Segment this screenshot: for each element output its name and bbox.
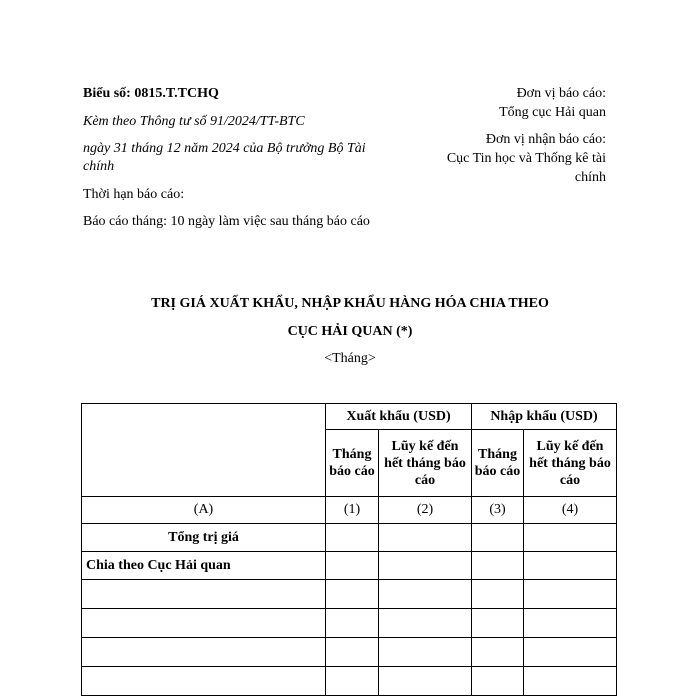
table-row <box>82 667 617 696</box>
month-header-line2: báo cáo <box>474 464 521 479</box>
column-index-row <box>82 497 617 524</box>
deadline-label: Thời hạn báo cáo: <box>83 187 185 202</box>
table-row <box>82 552 617 580</box>
blank-header-cell <box>82 404 326 497</box>
table-cell <box>379 667 472 696</box>
table-cell <box>326 552 379 580</box>
table-cell <box>524 580 617 609</box>
deadline-value: Báo cáo tháng: 10 ngày làm việc sau tháng báo cáo <box>83 214 370 229</box>
table-header-row <box>82 404 617 430</box>
receiving-unit-line2: chính <box>574 170 606 185</box>
table-cell <box>524 667 617 696</box>
table-cell <box>379 609 472 638</box>
index-cell-a: (A) <box>82 497 326 524</box>
row-label-by-customs: Chia theo Cục Hải quan <box>82 552 326 580</box>
table-cell <box>379 552 472 580</box>
cumulative-header-line1: Lũy kế đến <box>536 438 604 454</box>
index-cell-2: (2) <box>379 497 472 524</box>
circular-reference: Kèm theo Thông tư số 91/2024/TT-BTC <box>83 114 305 129</box>
month-header-line1: Tháng <box>332 447 372 462</box>
table-cell <box>472 667 524 696</box>
reporting-unit: Tổng cục Hải quan <box>499 105 606 120</box>
export-header: Xuất khẩu (USD) <box>326 404 472 430</box>
table-cell <box>524 638 617 667</box>
table-cell <box>379 524 472 552</box>
month-header-line2: báo cáo <box>329 464 375 479</box>
table-cell <box>524 552 617 580</box>
row-label <box>82 580 326 609</box>
table-cell <box>472 524 524 552</box>
report-title-line2: CỤC HẢI QUAN (*) <box>287 324 413 339</box>
index-cell-4: (4) <box>524 497 617 524</box>
table-cell <box>326 609 379 638</box>
cumulative-header-line1: Lũy kế đến <box>391 438 459 454</box>
index-cell-3: (3) <box>472 497 524 524</box>
table-cell <box>472 638 524 667</box>
table-cell <box>472 552 524 580</box>
table-cell <box>472 580 524 609</box>
receiving-unit-line1: Cục Tin học và Thống kê tài <box>446 151 606 166</box>
circular-date-line1: ngày 31 tháng 12 năm 2024 của Bộ trưởng Bộ Tài <box>83 141 366 156</box>
form-number: Biểu số: 0815.T.TCHQ <box>83 86 219 101</box>
report-title-line1: TRỊ GIÁ XUẤT KHẨU, NHẬP KHẨU HÀNG HÓA CHIA THEO <box>151 296 549 311</box>
table-cell <box>524 524 617 552</box>
table-cell <box>379 580 472 609</box>
table-cell <box>326 524 379 552</box>
row-label <box>82 667 326 696</box>
row-label-total: Tổng trị giá <box>82 524 326 552</box>
table-cell <box>472 609 524 638</box>
import-month-header <box>472 430 524 497</box>
table-cell <box>326 667 379 696</box>
receiving-unit-label: Đơn vị nhận báo cáo: <box>485 132 606 147</box>
cumulative-header-line2: hết tháng báo <box>384 455 466 471</box>
import-header: Nhập khẩu (USD) <box>472 404 617 430</box>
row-label <box>82 638 326 667</box>
export-cumulative-header <box>379 430 472 497</box>
export-month-header <box>326 430 379 497</box>
reporting-unit-block <box>499 84 606 122</box>
cumulative-header-line3: cáo <box>559 472 581 488</box>
row-label <box>82 609 326 638</box>
table-row <box>82 524 617 552</box>
table-cell <box>326 580 379 609</box>
table-row <box>82 580 617 609</box>
table-row <box>82 638 617 667</box>
cumulative-header-line3: cáo <box>414 472 436 488</box>
table-cell <box>379 638 472 667</box>
table-cell <box>524 609 617 638</box>
import-cumulative-header <box>524 430 617 497</box>
reporting-unit-label: Đơn vị báo cáo: <box>516 86 606 101</box>
trade-value-table <box>81 403 617 696</box>
cumulative-header-line2: hết tháng báo <box>529 455 611 471</box>
receiving-unit-block <box>447 130 606 187</box>
month-header-line1: Tháng <box>478 447 517 462</box>
table-row <box>82 609 617 638</box>
table-cell <box>326 638 379 667</box>
report-period: <Tháng> <box>324 351 376 366</box>
index-cell-1: (1) <box>326 497 379 524</box>
circular-date-line2: chính <box>83 159 115 174</box>
